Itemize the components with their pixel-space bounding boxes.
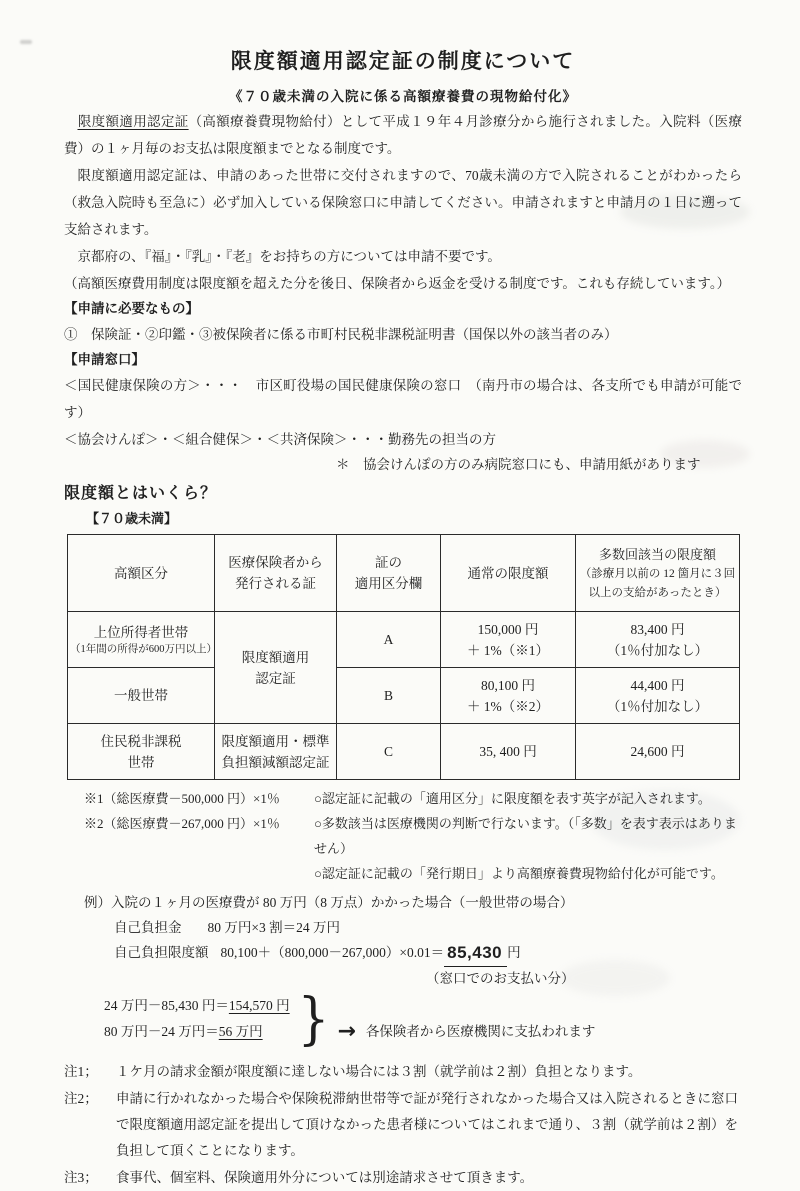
self-pay-label: 自己負担金: [114, 920, 182, 935]
cell-general-normal: 80,100 円 ＋ 1%（※2）: [441, 668, 576, 724]
note-row-3: [64, 861, 742, 886]
cell-exempt-category: 住民税非課税 世帯: [68, 724, 215, 780]
application-window-heading: 【申請窓口】: [64, 352, 145, 367]
cell-upper-category: 上位所得者世帯 （1年間の所得が600万円以上）: [68, 612, 215, 668]
cell-class-a: A: [337, 612, 441, 668]
limit-result-highlight: 85,430: [444, 940, 507, 967]
cell-exempt-normal: 35, 400 円: [441, 724, 576, 780]
note-formula-1: ※1（総医療費－500,000 円）×1％: [84, 791, 280, 806]
insurer-payment-block: [104, 986, 742, 1052]
footnote-2-text: 申請に行かれなかった場合や保険税滞納世帯等で証が発行されなかった場合又は入院されるときに窓口で限度額適用認定証を提出して頂けなかった患者様についてはこれまで通り、３割（就学前は２割）を負担して頂くことになります。: [116, 1091, 738, 1158]
footnote-3: [64, 1165, 742, 1191]
footnote-2-label: 注2；: [64, 1091, 98, 1106]
calc-line-1: 24 万円－85,430 円＝154,570 円: [104, 998, 290, 1013]
self-pay-calc: 80 万円×3 割＝24 万円: [207, 920, 340, 935]
cell-class-c: C: [337, 724, 441, 780]
asterisk-note: ＊ 協会けんぽの方のみ病院窓口にも、申請用紙があります: [336, 457, 701, 472]
note-circle-2: ○多数該当は医療機関の判断で行ないます。（「多数」を表す表示はありません）: [314, 816, 737, 856]
limit-amount-table: [67, 534, 740, 780]
limit-amount-heading: 限度額とはいくら？: [64, 485, 218, 502]
cell-class-b: B: [337, 668, 441, 724]
cell-exempt-certificate: 限度額適用・標準 負担額減額認定証: [215, 724, 337, 780]
required-items-heading: 【申請に必要なもの】: [64, 301, 199, 316]
note-circle-1: ○認定証に記載の「適用区分」に限度額を表す英字が記入されます。: [314, 791, 711, 806]
calc-result-2: 56 万円: [218, 1024, 263, 1039]
intro-paragraph-3: 京都府の、『福』・『乳』・『老』をお持ちの方については申請不要です。: [77, 249, 501, 264]
cell-general-multi: 44,400 円 （1％付加なし）: [576, 668, 740, 724]
cell-general-category: 一般世帯: [68, 668, 215, 724]
cell-exempt-multi: 24,600 円: [576, 724, 740, 780]
note-circle-3: ○認定証に記載の「発行期日」より高額療養費現物給付化が可能です。: [314, 866, 724, 881]
example-limit-line: [114, 940, 742, 967]
right-arrow-icon: →: [337, 1019, 356, 1044]
calc-result-1: 154,570 円: [228, 998, 290, 1013]
table-row-upper-income: [68, 612, 740, 668]
note-row-1: [64, 786, 742, 811]
footnote-1: [64, 1059, 742, 1085]
example-calculation: [64, 890, 742, 1052]
footnote-1-text: １ケ月の請求金額が限度額に達しない場合には３割（就学前は２割）負担となります。: [116, 1064, 642, 1079]
note-formula-empty: [64, 861, 314, 886]
cell-upper-normal: 150,000 円 ＋ 1%（※1）: [441, 612, 576, 668]
intro-paragraph-4: （高額医療費用制度は限度額を超えた分を後日、保険者から返金を受ける制度です。これも存続しています。）: [64, 276, 731, 291]
calc-line-2: 80 万円－24 万円＝56 万円: [104, 1024, 263, 1039]
cell-upper-multi: 83,400 円 （1％付加なし）: [576, 612, 740, 668]
example-self-pay-line: [114, 915, 742, 940]
brace-decoration: }: [297, 986, 330, 1052]
table-row-tax-exempt: [68, 724, 740, 780]
limit-unit: 円: [507, 945, 521, 960]
footnotes-section: [64, 1059, 742, 1191]
window-payment-note: （窓口でのお支払い分）: [426, 971, 575, 986]
intro-paragraph-1-text: （高額療養費現物給付）として平成１９年４月診療分から施行されました。入院料（医療費）の１ヶ月毎のお支払は限度額までとなる制度です。: [64, 114, 742, 156]
footnote-3-label: 注3；: [64, 1170, 98, 1185]
under-70-label: 【７０歳未満】: [86, 511, 178, 526]
intro-paragraph-1: [64, 108, 742, 162]
required-items-line: ① 保険証・②印鑑・③被保険者に係る市町村民税非課税証明書（国保以外の該当者のみ）: [64, 327, 618, 342]
window-line-kokuho: ＜国民健康保険の方＞・・・ 市区町役場の国民健康保険の窓口 （南丹市の場合は、各支所でも申請が可能です）: [64, 378, 742, 420]
header-certificate: 医療保険者から 発行される証: [215, 535, 337, 612]
footnote-1-label: 注1；: [64, 1064, 98, 1079]
header-multiple-limit: 多数回該当の限度額 （診療月以前の 12 箇月に３回 以上の支給があったとき）: [576, 535, 740, 612]
underlined-term: 限度額適用認定証: [77, 114, 189, 129]
table-header-row: [68, 535, 740, 612]
page-title: 限度額適用認定証の制度について: [230, 50, 576, 73]
cell-certificate-merged: 限度額適用 認定証: [215, 612, 337, 724]
window-line-kyokai: ＜協会けんぽ＞・＜組合健保＞・＜共済保険＞・・・勤務先の担当の方: [64, 432, 496, 447]
limit-formula: 80,100＋（800,000－267,000）×0.01＝: [220, 945, 445, 960]
note-formula-2: ※2（総医療費－267,000 円）×1％: [84, 816, 280, 831]
calc-lines: [104, 993, 290, 1045]
intro-paragraph-2: 限度額適用認定証は、申請のあった世帯に交付されますので、70歳未満の方で入院されることがわかったら（救急入院時も至急に）必ず加入している保険窓口に申請してください。申請されますと申請月の１日に遡って支給されます。: [64, 168, 742, 237]
header-class-column: 証の 適用区分欄: [337, 535, 441, 612]
footnote-3-text: 食事代、個室料、保険適用外分については別途請求させて頂きます。: [116, 1170, 534, 1185]
footnote-2: [64, 1086, 742, 1164]
header-category: 高額区分: [68, 535, 215, 612]
header-normal-limit: 通常の限度額: [441, 535, 576, 612]
page-subtitle: 《７０歳未満の入院に係る高額療養費の現物給付化》: [229, 89, 577, 104]
table-row-general: [68, 668, 740, 724]
limit-label: 自己負担限度額: [114, 945, 209, 960]
formula-notes: [64, 786, 742, 886]
insurer-payment-note: 各保険者から医療機関に支払われます: [365, 1024, 596, 1039]
example-intro: 例）入院の１ヶ月の医療費が 80 万円（8 万点）かかった場合（一般世帯の場合）: [84, 895, 574, 910]
note-row-2: [64, 811, 742, 861]
